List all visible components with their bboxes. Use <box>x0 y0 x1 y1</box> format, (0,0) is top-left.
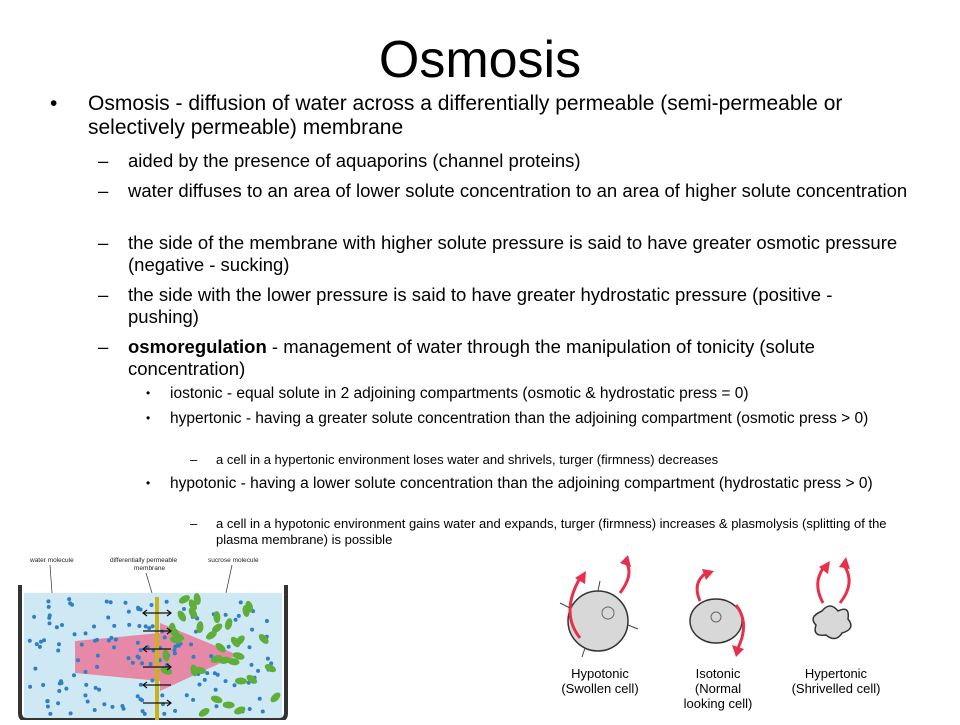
water-molecule <box>214 688 218 692</box>
water-molecule <box>32 615 36 619</box>
water-molecule <box>57 642 61 646</box>
water-molecule <box>83 693 87 697</box>
water-molecule <box>149 662 153 666</box>
water-molecule <box>131 661 135 665</box>
sub-bullet-text: the side of the membrane with higher solute pressure is said to have greater osmotic pressure (negative - sucking) <box>128 232 898 275</box>
water-molecule <box>84 683 88 687</box>
water-molecule <box>59 679 63 683</box>
water-molecule <box>105 600 109 604</box>
sub-bullet-text: water diffuses to an area of lower solute concentration to an area of higher solute concentration <box>128 180 908 201</box>
term-osmoregulation: osmoregulation <box>128 336 267 357</box>
water-molecule <box>233 683 237 687</box>
water-molecule <box>182 607 186 611</box>
water-molecule <box>84 631 88 635</box>
water-molecule <box>45 699 49 703</box>
water-molecule <box>46 704 50 708</box>
water-molecule <box>69 711 73 715</box>
water-molecule <box>163 635 167 639</box>
dash-marker: – <box>98 232 109 253</box>
water-molecule <box>95 665 99 669</box>
water-molecule <box>72 673 76 677</box>
water-molecule <box>109 636 113 640</box>
water-molecule <box>83 670 87 674</box>
dash-marker: – <box>98 150 109 171</box>
sub-bullet-osmotic-pressure <box>98 232 908 276</box>
hypotonic-caption: (Swollen cell) <box>561 681 639 696</box>
water-molecule <box>76 658 80 662</box>
isotonic-caption: (Normal <box>694 681 742 696</box>
cell-tonicity-diagram <box>540 553 900 720</box>
bullet-marker: • <box>50 92 58 115</box>
water-molecule <box>102 702 106 706</box>
water-molecule <box>197 683 201 687</box>
water-molecule <box>57 689 61 693</box>
bullet-text: Osmosis - diffusion of water across a differentially permeable (semi-permeable or selectively permeable) membrane <box>88 92 843 139</box>
hypotonic-title: Hypotonic <box>571 666 629 681</box>
water-molecule <box>150 603 154 607</box>
water-molecule <box>139 648 143 652</box>
label-membrane: differentially permeable <box>110 557 178 564</box>
bullet-text: hypotonic - having a lower solute concentration than the adjoining compartment (hydrostatic press > 0) <box>170 475 873 492</box>
sub-bullet-diffusion <box>98 180 908 202</box>
water-molecule <box>191 698 195 702</box>
water-molecule <box>46 599 50 603</box>
bullet-text: hypertonic - having a greater solute concentration than the adjoining compartment (osmotic press > 0) <box>170 410 869 427</box>
dash-marker: – <box>98 336 109 357</box>
water-molecule <box>234 618 238 622</box>
water-molecule <box>185 693 189 697</box>
water-molecule <box>112 624 116 628</box>
hypertonic-title: Hypertonic <box>804 666 868 681</box>
water-molecule <box>239 600 243 604</box>
water-molecule <box>97 688 101 692</box>
sub-bullet-hypertonic-cell <box>190 452 916 468</box>
water-molecule <box>138 697 142 701</box>
water-molecule <box>60 623 64 627</box>
water-molecule <box>140 661 144 665</box>
sub-bullet-osmoregulation <box>98 336 908 380</box>
sub-bullet-text: - management of water through the manipulation of tonicity (solute concentration) <box>128 336 815 379</box>
water-molecule <box>56 701 60 705</box>
water-molecule <box>28 685 32 689</box>
water-molecule <box>41 683 45 687</box>
sub-bullet-text: aided by the presence of aquaporins (channel proteins) <box>128 150 581 171</box>
water-molecule <box>38 645 42 649</box>
water-molecule <box>162 712 166 716</box>
osmosis-beaker-diagram <box>0 553 300 720</box>
water-molecule <box>80 643 84 647</box>
water-molecule <box>137 624 141 628</box>
water-molecule <box>224 679 228 683</box>
water-molecule <box>165 600 169 604</box>
hypotonic-cell <box>560 555 638 657</box>
dash-marker: – <box>190 516 198 531</box>
water-molecule <box>150 679 154 683</box>
bullet-hypotonic <box>146 474 910 493</box>
water-molecule <box>136 641 140 645</box>
water-molecule <box>94 686 98 690</box>
water-molecule <box>258 697 262 701</box>
isotonic-caption-2: looking cell) <box>683 696 753 711</box>
water-molecule <box>55 625 59 629</box>
water-molecule <box>48 712 52 716</box>
water-molecule <box>114 638 118 642</box>
sub-bullet-text: the side with the lower pressure is said to have greater hydrostatic pressure (positive - pushing) <box>128 284 833 327</box>
water-molecule <box>124 601 128 605</box>
water-molecule <box>261 710 265 714</box>
water-molecule <box>248 707 252 711</box>
water-molecule <box>96 654 100 658</box>
water-molecule <box>56 649 60 653</box>
bullet-osmosis <box>50 92 908 140</box>
water-molecule <box>136 607 140 611</box>
water-molecule <box>214 704 218 708</box>
water-molecule <box>112 645 116 649</box>
isotonic-cell <box>690 569 744 657</box>
water-molecule <box>92 624 96 628</box>
sub-bullet-hydrostatic-pressure <box>98 284 908 328</box>
water-molecule <box>28 639 32 643</box>
bullet-marker: • <box>146 386 151 400</box>
water-molecule <box>144 624 148 628</box>
sub-bullet-text: a cell in a hypertonic environment loses water and shrivels, turger (firmness) decreases <box>216 452 719 467</box>
water-molecule <box>227 645 231 649</box>
water-molecule <box>39 640 43 644</box>
sub-bullet-aquaporins <box>98 150 908 172</box>
water-molecule <box>203 678 207 682</box>
bullet-marker: • <box>146 476 151 490</box>
water-molecule <box>106 615 110 619</box>
water-molecule <box>33 667 37 671</box>
hypertonic-caption: (Shrivelled cell) <box>791 681 881 696</box>
water-molecule <box>86 700 90 704</box>
isotonic-label <box>670 666 766 711</box>
water-molecule <box>139 683 143 687</box>
hypertonic-label <box>780 666 892 696</box>
water-molecule <box>120 704 124 708</box>
dash-marker: – <box>98 180 109 201</box>
water-molecule <box>109 600 113 604</box>
water-molecule <box>256 669 260 673</box>
dash-marker: – <box>98 284 109 305</box>
water-molecule <box>224 613 228 617</box>
water-molecule <box>151 624 155 628</box>
water-molecule <box>192 655 196 659</box>
water-molecule <box>67 597 71 601</box>
water-molecule <box>213 671 217 675</box>
water-molecule <box>64 687 68 691</box>
water-molecule <box>173 651 177 655</box>
water-molecule <box>136 694 140 698</box>
water-molecule <box>35 642 39 646</box>
water-molecule <box>173 709 177 713</box>
water-molecule <box>48 613 52 617</box>
hypotonic-label <box>552 666 648 696</box>
water-molecule <box>127 656 131 660</box>
water-molecule <box>250 663 254 667</box>
slide-title: Osmosis <box>378 31 582 89</box>
water-molecule <box>237 614 241 618</box>
water-molecule <box>147 626 151 630</box>
sub-bullet-hypotonic-cell <box>190 516 916 548</box>
bullet-marker: • <box>146 411 151 425</box>
water-molecule <box>266 657 270 661</box>
label-water-molecule: water molecule <box>30 557 74 564</box>
bullet-isotonic <box>146 384 910 403</box>
water-molecule <box>110 705 114 709</box>
water-molecule <box>68 601 72 605</box>
label-sucrose-molecule: sucrose molecule <box>208 557 259 564</box>
water-molecule <box>160 693 164 697</box>
hypertonic-cell <box>813 557 851 639</box>
label-membrane-2: membrane <box>134 565 166 572</box>
water-molecule <box>95 638 99 642</box>
water-molecule <box>136 655 140 659</box>
sub-bullet-text: a cell in a hypotonic environment gains water and expands, turger (firmness) increases & plasmolysis (splitting of the plasma membrane) is possible <box>216 516 887 547</box>
water-molecule <box>93 708 97 712</box>
water-molecule <box>143 712 147 716</box>
water-molecule <box>265 619 269 623</box>
bullet-text: iostonic - equal solute in 2 adjoining compartments (osmotic & hydrostatic press = 0) <box>170 385 749 402</box>
water-molecule <box>47 605 51 609</box>
isotonic-title: Isotonic <box>695 666 741 681</box>
water-molecule <box>127 623 131 627</box>
water-molecule <box>250 628 254 632</box>
water-molecule <box>127 610 131 614</box>
water-molecule <box>73 632 77 636</box>
dash-marker: – <box>190 452 198 467</box>
water-molecule <box>247 645 251 649</box>
water-molecule <box>48 621 52 625</box>
bullet-hypertonic <box>146 409 910 428</box>
water-molecule <box>189 642 193 646</box>
